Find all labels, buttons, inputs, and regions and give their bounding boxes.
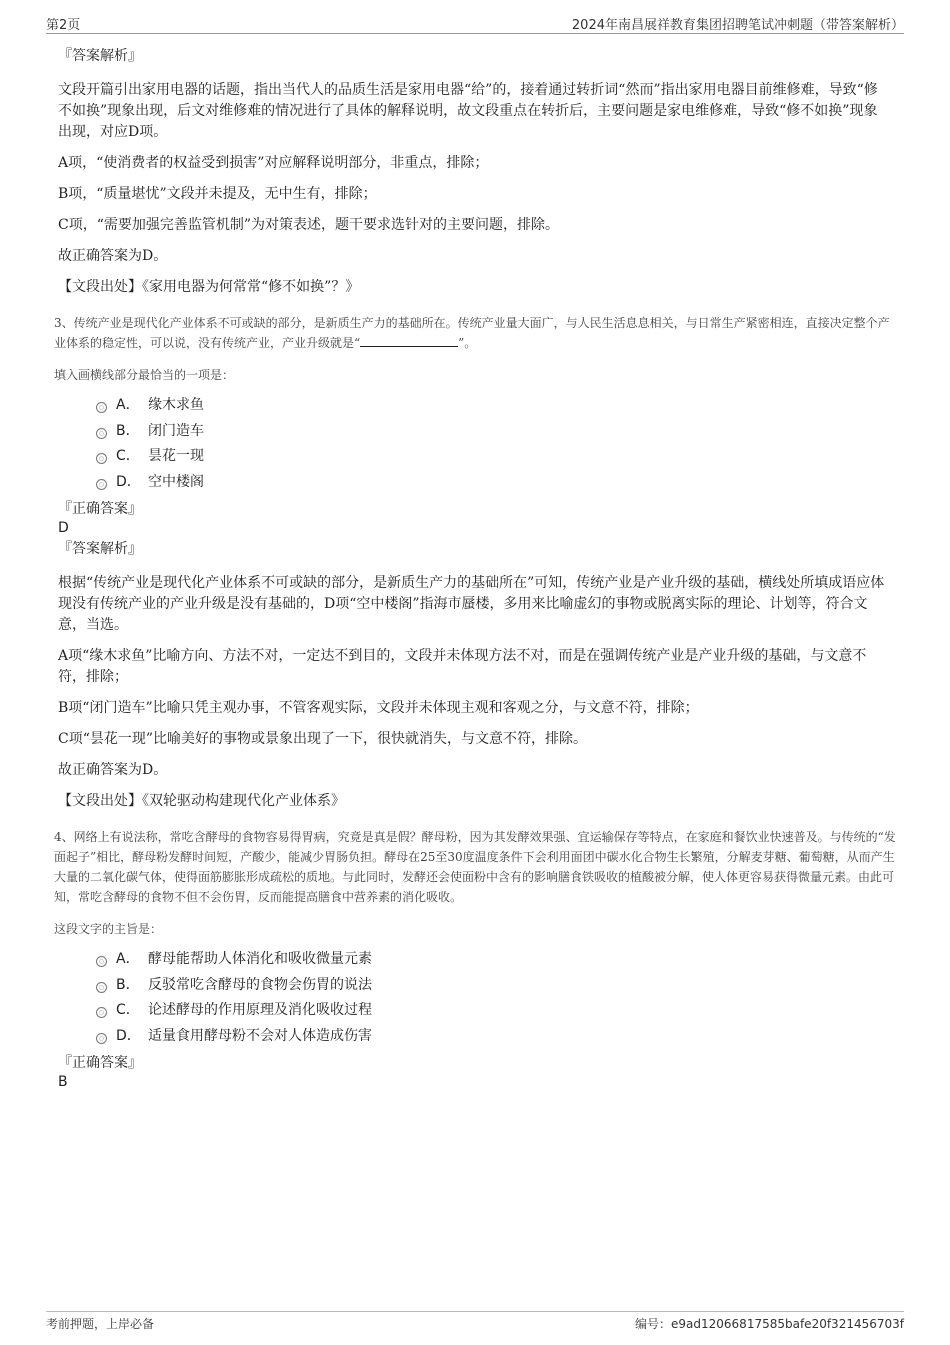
analysis-option-b: B项“闭门造车”比喻只凭主观办事，不管客观实际，文段并未体现主观和客观之分，与文意不符，排除；	[58, 700, 699, 716]
analysis-option-a: A项，“使消费者的权益受到损害”对应解释说明部分，非重点，排除；	[58, 155, 489, 171]
source-citation: 【文段出处】《家用电器为何常常“修不如换”？》	[58, 279, 360, 295]
page-header	[46, 14, 904, 34]
analysis-option-b: B项，“质量堪忧”文段并未提及，无中生有，排除；	[58, 186, 377, 202]
option-c[interactable]: C． 昙花一现	[96, 444, 896, 470]
options-list	[54, 947, 896, 1049]
page-number: 第2页	[46, 18, 81, 33]
option-a[interactable]: A． 缘木求鱼	[96, 393, 896, 419]
option-d[interactable]: D． 空中楼阁	[96, 470, 896, 496]
question-4	[54, 827, 896, 1091]
document-code: 编号：e9ad12066817585bafe20f321456703f	[635, 1317, 904, 1331]
analysis-conclusion: 故正确答案为D。	[58, 248, 168, 264]
option-a[interactable]: A． 酵母能帮助人体消化和吸收微量元素	[96, 947, 896, 973]
option-b[interactable]: B． 闭门造车	[96, 419, 896, 445]
radio-icon[interactable]	[96, 402, 107, 413]
radio-icon[interactable]	[96, 1007, 107, 1018]
analysis-option-c: C项“昙花一现”比喻美好的事物或景象出现了一下，很快就消失，与文意不符，排除。	[58, 731, 588, 747]
radio-icon[interactable]	[96, 453, 107, 464]
question-stem: 4、网络上有说法称，常吃含酵母的食物容易得胃病，究竟是真是假？酵母粉，因为其发酵效果强、宜运输保存等特点，在家庭和餐饮业快速普及。与传统的“发面起子”相比，酵母粉发酵时间短，产酸少，能减少胃肠负担。酵母在25至30度温度条件下会利用面团中碳水化合物生长繁殖，分解麦芽糖、葡萄糖，从而产生大量的二氧化碳气体，使得面筋膨胀形成疏松的质地。与此同时，发酵还会使面粉中含有的影响膳食铁吸收的植酸被分解，使人体更容易获得微量元素。由此可知，常吃含酵母的食物不但不会伤胃，反而能提高膳食中营养素的消化吸收。	[54, 830, 896, 904]
option-c[interactable]: C． 论述酵母的作用原理及消化吸收过程	[96, 998, 896, 1024]
q2-analysis-section	[54, 46, 896, 297]
correct-answer-label: 『正确答案』	[58, 1055, 142, 1071]
analysis-label: 『答案解析』	[58, 541, 142, 557]
page-content	[54, 46, 896, 1091]
correct-answer-label: 『正确答案』	[58, 501, 142, 517]
source-citation: 【文段出处】《双轮驱动构建现代化产业体系》	[58, 793, 345, 809]
question-3	[54, 313, 896, 811]
option-b[interactable]: B． 反驳常吃含酵母的食物会伤胃的说法	[96, 973, 896, 999]
footer-slogan: 考前押题，上岸必备	[46, 1317, 155, 1331]
radio-icon[interactable]	[96, 479, 107, 490]
option-d[interactable]: D． 适量食用酵母粉不会对人体造成伤害	[96, 1024, 896, 1050]
radio-icon[interactable]	[96, 982, 107, 993]
page-footer	[46, 1311, 904, 1335]
analysis-paragraph: 根据“传统产业是现代化产业体系不可或缺的部分，是新质生产力的基础所在”可知，传统产业是产业升级的基础，横线处所填成语应体现没有传统产业的产业升级是没有基础的，D项“空中楼阁”指海市蜃楼，多用来比喻虚幻的事物或脱离实际的理论、计划等，符合文意，当选。	[58, 575, 885, 633]
answer-blank	[360, 335, 458, 347]
analysis-option-c: C项，“需要加强完善监管机制”为对策表述，题干要求选针对的主要问题，排除。	[58, 217, 560, 233]
radio-icon[interactable]	[96, 956, 107, 967]
question-stem: 3、传统产业是现代化产业体系不可或缺的部分，是新质生产力的基础所在。传统产业量大面广，与人民生活息息相关，与日常生产紧密相连，直接决定整个产业体系的稳定性，可以说，没有传统产业，产业升级就是“ ”。	[54, 316, 890, 350]
correct-answer: B	[58, 1074, 68, 1090]
analysis-label: 『答案解析』	[58, 48, 142, 64]
question-prompt: 填入画横线部分最恰当的一项是：	[54, 368, 235, 382]
radio-icon[interactable]	[96, 1033, 107, 1044]
options-list	[54, 393, 896, 495]
document-title: 2024年南昌展祥教育集团招聘笔试冲刺题（带答案解析）	[571, 18, 904, 33]
analysis-conclusion: 故正确答案为D。	[58, 762, 168, 778]
correct-answer: D	[58, 520, 69, 536]
question-prompt: 这段文字的主旨是：	[54, 922, 163, 936]
radio-icon[interactable]	[96, 428, 107, 439]
analysis-option-a: A项“缘木求鱼”比喻方向、方法不对，一定达不到目的，文段并未体现方法不对，而是在强调传统产业是产业升级的基础，与文意不符，排除；	[58, 648, 867, 685]
analysis-paragraph: 文段开篇引出家用电器的话题，指出当代人的品质生活是家用电器“给”的，接着通过转折词“然而”指出家用电器目前维修难，导致“修不如换”现象出现，后文对维修难的情况进行了具体的解释说明，故文段重点在转折后，主要问题是家电维修难，导致“修不如换”现象出现，对应D项。	[58, 82, 878, 140]
